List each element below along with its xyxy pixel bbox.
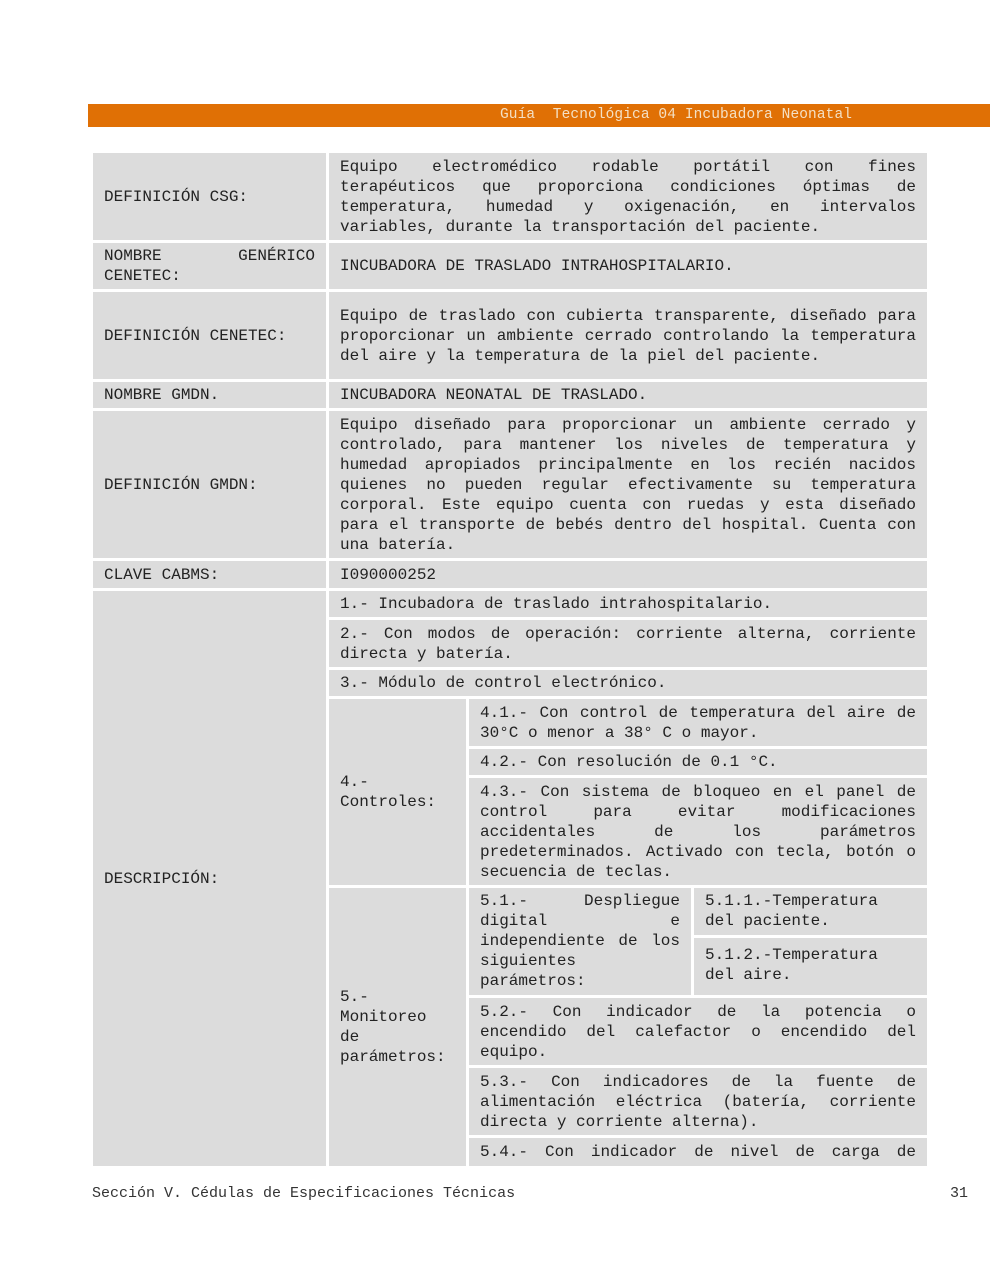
row-value-nombre-gmdn: INCUBADORA NEONATAL DE TRASLADO. xyxy=(329,382,927,408)
row-label-definicion-cenetec: DEFINICIÓN CENETEC: xyxy=(93,292,326,379)
row-value-definicion-csg: Equipo electromédico rodable portátil con fines terapéuticos que proporciona condiciones óptimas de temperatura, humedad y oxigenación, en intervalos variables, durante la transportación del paciente. xyxy=(329,153,927,240)
controles-item-4-1: 4.1.- Con control de temperatura del aire de 30°C o menor a 38° C o mayor. xyxy=(469,699,927,746)
monitoreo-item-5-3: 5.3.- Con indicadores de la fuente de alimentación eléctrica (batería, corriente directa y corriente alterna). xyxy=(469,1068,927,1135)
controles-label: 4.- Controles: xyxy=(329,699,466,885)
descripcion-item-2: 2.- Con modos de operación: corriente alterna, corriente directa y batería. xyxy=(329,620,927,667)
header-bar xyxy=(88,104,990,127)
row-value-nombre-cenetec: INCUBADORA DE TRASLADO INTRAHOSPITALARIO. xyxy=(329,243,927,289)
controles-item-4-2: 4.2.- Con resolución de 0.1 °C. xyxy=(469,749,927,775)
row-label-clave-cabms: CLAVE CABMS: xyxy=(93,561,326,588)
monitoreo-item-5-1-2: 5.1.2.-Temperatura del aire. xyxy=(694,938,927,995)
row-label-nombre-cenetec: NOMBRE GENÉRICO CENETEC: xyxy=(93,243,326,289)
descripcion-item-3: 3.- Módulo de control electrónico. xyxy=(329,670,927,696)
row-label-definicion-csg: DEFINICIÓN CSG: xyxy=(93,153,326,240)
document-title: Guía Tecnológica 04 Incubadora Neonatal xyxy=(500,107,853,123)
row-value-clave-cabms: I090000252 xyxy=(329,561,927,588)
monitoreo-item-5-2: 5.2.- Con indicador de la potencia o encendido del calefactor o encendido del equipo. xyxy=(469,998,927,1065)
controles-item-4-3: 4.3.- Con sistema de bloqueo en el panel de control para evitar modificaciones accidentales de los parámetros predeterminados. Activado con tecla, botón o secuencia de teclas. xyxy=(469,778,927,885)
page-number: 31 xyxy=(950,1185,969,1202)
monitoreo-despliegue: 5.1.- Despliegue digital e independiente de los siguientes parámetros: xyxy=(469,888,691,995)
monitoreo-label: 5.- Monitoreo de parámetros: xyxy=(329,888,466,1166)
row-label-nombre-gmdn: NOMBRE GMDN. xyxy=(93,382,326,408)
row-value-definicion-gmdn: Equipo diseñado para proporcionar un ambiente cerrado y controlado, para mantener los niveles de temperatura y humedad apropiados principalmente en los recién nacidos quienes no pueden regular efectivamente su temperatura corporal. Este equipo cuenta con ruedas y esta diseñado para el transporte de bebés dentro del hospital. Cuenta con una batería. xyxy=(329,411,927,558)
monitoreo-item-5-1-1: 5.1.1.-Temperatura del paciente. xyxy=(694,888,927,935)
descripcion-item-1: 1.- Incubadora de traslado intrahospitalario. xyxy=(329,591,927,617)
monitoreo-item-5-4: 5.4.- Con indicador de nivel de carga de xyxy=(469,1138,927,1166)
row-label-descripcion: DESCRIPCIÓN: xyxy=(93,591,326,1166)
row-value-definicion-cenetec: Equipo de traslado con cubierta transparente, diseñado para proporcionar un ambiente cerrado controlando la temperatura del aire y la temperatura de la piel del paciente. xyxy=(329,292,927,379)
row-label-definicion-gmdn: DEFINICIÓN GMDN: xyxy=(93,411,326,558)
footer-section: Sección V. Cédulas de Especificaciones Técnicas xyxy=(92,1185,516,1202)
